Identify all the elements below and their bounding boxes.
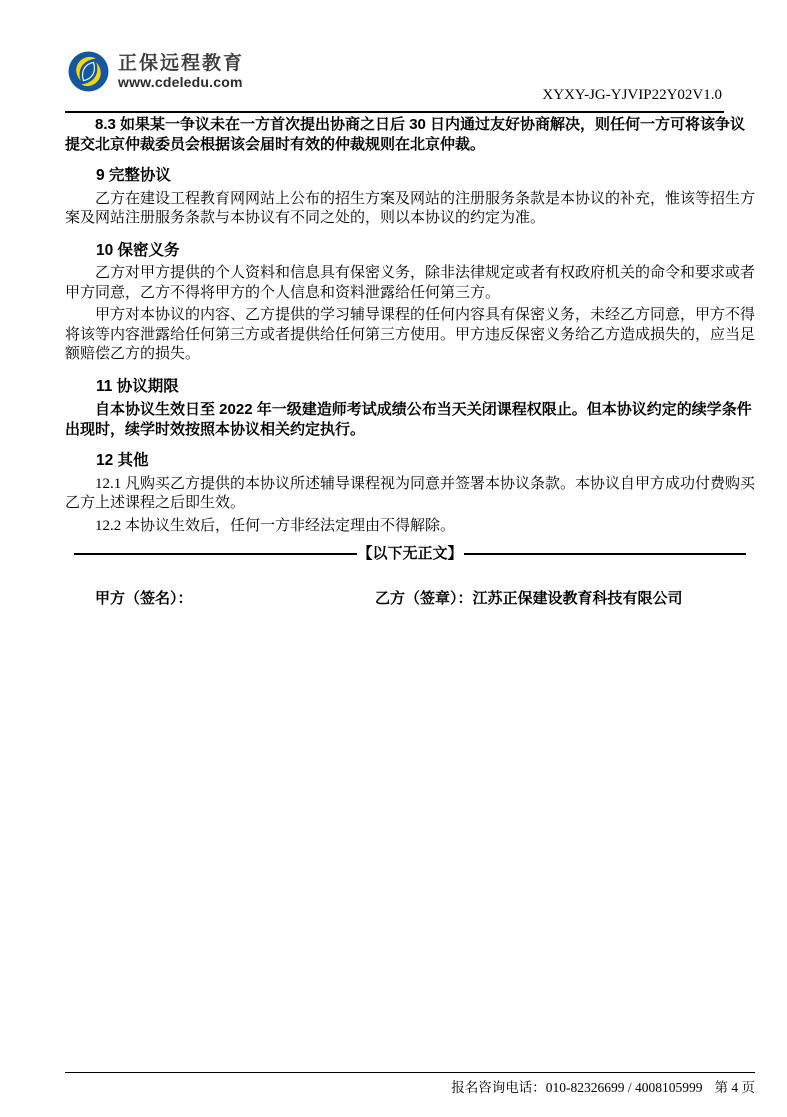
brand-name: 正保远程教育 (118, 52, 245, 74)
divider-line-left (74, 553, 357, 555)
paragraph: 8.3 如果某一争议未在一方首次提出协商之日后 30 日内通过友好协商解决，则任何一方可将该争议提交北京仲裁委员会根据该会届时有效的仲裁规则在北京仲裁。 (65, 116, 746, 153)
paragraph: 乙方对甲方提供的个人资料和信息具有保密义务，除非法律规定或者有权政府机关的命令和要求或者甲方同意，乙方不得将甲方的个人信息和资料泄露给任何第三方。 (65, 265, 756, 301)
brand-logo-icon (68, 51, 109, 92)
document-code: XYXY-JG-YJVIP22Y02V1.0 (542, 87, 722, 103)
signature-row (65, 587, 755, 609)
paragraph: 甲方对本协议的内容、乙方提供的学习辅导课程的任何内容具有保密义务，未经乙方同意，甲方不得将该等内容泄露给任何第三方或者提供给任何第三方使用。甲方违反保密义务给乙方造成损失的，应当足额赔偿乙方的损失。 (65, 307, 756, 362)
section-heading: 10 保密义务 (96, 241, 180, 259)
footer-page-number: 第 4 页 (714, 1080, 755, 1095)
end-of-text-divider (65, 544, 755, 563)
page-header (65, 0, 724, 113)
brand-logo (68, 51, 244, 92)
end-of-text-label: 【以下无正文】 (357, 545, 463, 562)
paragraph: 乙方在建设工程教育网网站上公布的招生方案及网站的注册服务条款是本协议的补充，惟该等招生方案及网站注册服务条款与本协议有不同之处的，则以本协议的约定为准。 (65, 190, 756, 226)
paragraph: 12.2 本协议生效后，任何一方非经法定理由不得解除。 (95, 517, 456, 534)
page-footer (65, 1072, 755, 1096)
footer-contact: 报名咨询电话：010-82326699 / 4008105999 (451, 1080, 703, 1095)
party-a-signature-label: 甲方（签名）： (95, 590, 193, 607)
section-heading: 11 协议期限 (96, 377, 179, 395)
section-heading: 9 完整协议 (96, 167, 171, 184)
divider-line-right (464, 553, 747, 555)
paragraph: 12.1 凡购买乙方提供的本协议所述辅导课程视为同意并签署本协议条款。本协议自甲方成功付费购买乙方上述课程之后即生效。 (65, 475, 756, 511)
brand-website: www.cdeledu.com (118, 73, 243, 90)
brand-text (118, 53, 244, 90)
document-body (65, 112, 755, 609)
document-blocks (65, 115, 755, 536)
section-heading: 12 其他 (96, 452, 149, 469)
party-b-signature-label: 乙方（签章）：江苏正保建设教育科技有限公司 (375, 590, 683, 607)
paragraph: 自本协议生效日至 2022 年一级建造师考试成绩公布当天关闭课程权限止。但本协议约定的续学条件出现时，续学时效按照本协议相关约定执行。 (65, 401, 752, 438)
